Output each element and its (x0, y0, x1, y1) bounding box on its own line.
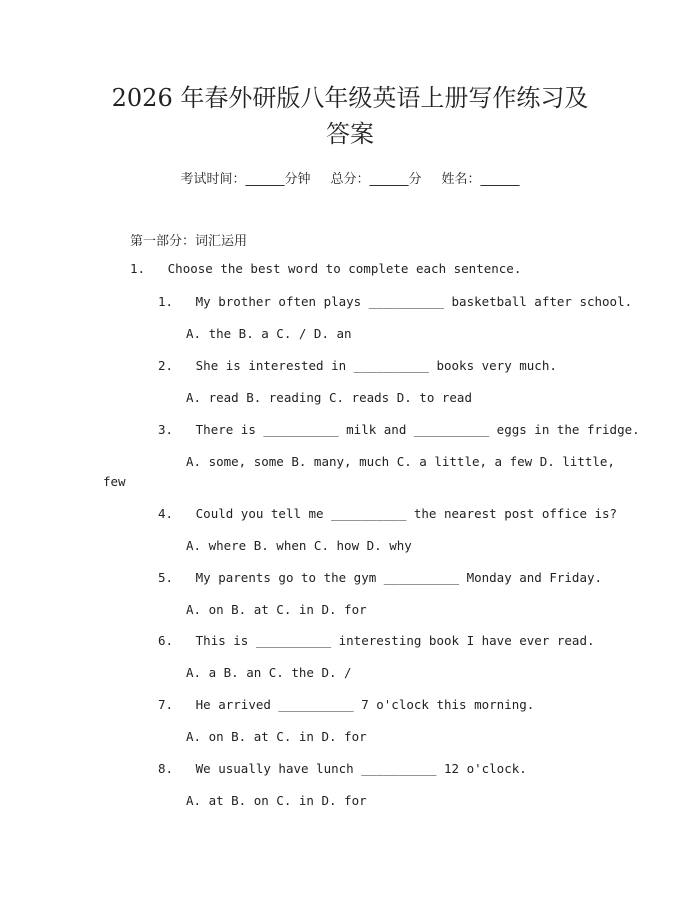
question-number: 3. (158, 422, 174, 437)
total-score: 总分：______分 (330, 172, 422, 187)
question-options: A. at B. on C. in D. for (186, 793, 367, 808)
question-item (158, 570, 602, 585)
exam-info (0, 168, 700, 187)
question-number: 2. (158, 358, 174, 373)
title-line-1: 2026 年春外研版八年级英语上册写作练习及 (111, 84, 589, 112)
question-number: 1. (158, 294, 174, 309)
question-options: A. a B. an C. the D. / (186, 665, 352, 680)
question-stem: She is interested in __________ books very much. (195, 358, 557, 373)
question-stem: My parents go to the gym __________ Monday and Friday. (195, 570, 603, 585)
question-item (158, 358, 557, 373)
main-question (130, 261, 521, 276)
question-number: 7. (158, 697, 174, 712)
question-options-wrap: few (103, 474, 126, 489)
question-options: A. on B. at C. in D. for (186, 729, 367, 744)
question-item (158, 506, 617, 521)
question-number: 4. (158, 506, 174, 521)
question-number: 8. (158, 761, 174, 776)
question-item (158, 761, 527, 776)
document-title (60, 80, 640, 152)
question-number: 6. (158, 633, 174, 648)
question-stem: Could you tell me __________ the nearest post office is? (195, 506, 618, 521)
question-options: A. read B. reading C. reads D. to read (186, 390, 472, 405)
question-number: 5. (158, 570, 174, 585)
exam-time: 考试时间：______分钟 (180, 172, 311, 187)
main-question-number: 1. (130, 261, 146, 276)
question-stem: There is __________ milk and __________ eggs in the fridge. (195, 422, 640, 437)
section-title: 第一部分：词汇运用 (130, 234, 248, 249)
question-item (158, 633, 595, 648)
question-item (158, 697, 534, 712)
question-stem: My brother often plays __________ basketball after school. (195, 294, 633, 309)
question-options: A. where B. when C. how D. why (186, 538, 412, 553)
title-line-2: 答案 (326, 120, 374, 148)
main-question-text: Choose the best word to complete each sentence. (167, 261, 522, 276)
student-name: 姓名：______ (441, 172, 520, 187)
question-item (158, 294, 632, 309)
question-stem: He arrived __________ 7 o'clock this morning. (195, 697, 535, 712)
question-options: A. on B. at C. in D. for (186, 602, 367, 617)
question-options: A. the B. a C. / D. an (186, 326, 352, 341)
question-options: A. some, some B. many, much C. a little, a few D. little, (186, 454, 615, 469)
question-stem: This is __________ interesting book I have ever read. (195, 633, 595, 648)
question-stem: We usually have lunch __________ 12 o'clock. (195, 761, 527, 776)
question-item (158, 422, 640, 437)
